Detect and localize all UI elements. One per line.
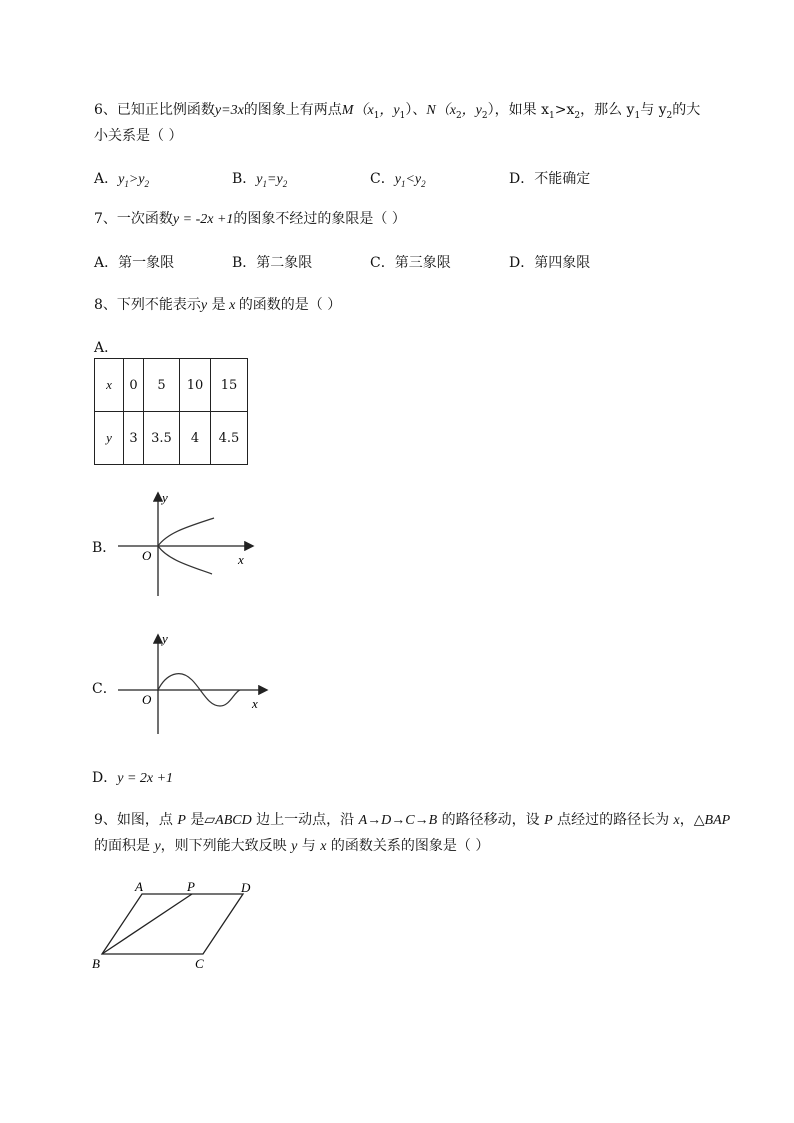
q6-mid: 的图象上有两点 [243, 102, 342, 118]
q8-mid: 是 [207, 297, 226, 313]
q6-sub: 1 [634, 110, 641, 121]
table-cell: 15 [211, 359, 248, 412]
q9-text: 点经过的路径长为 [552, 812, 674, 828]
option-op: >y [128, 172, 145, 187]
segment-bp [102, 894, 192, 954]
option-op: =y [267, 172, 283, 187]
y-axis-label: y [162, 631, 168, 646]
q6-text: 的大 [672, 102, 701, 118]
q8-option-c-label[interactable]: C． [92, 681, 117, 697]
q9-path: A→D→C→B [358, 813, 438, 828]
q6-sub: 2 [481, 110, 488, 121]
option-var: y [394, 172, 401, 187]
table-cell: 0 [124, 359, 144, 412]
option-sub: 1 [400, 178, 406, 189]
q6-sub: 2 [455, 110, 462, 121]
q9-text: 9、如图，点 [94, 812, 178, 828]
q9-parallelogram-figure [88, 876, 268, 974]
q6-sep: ，y [379, 103, 400, 118]
q8-prefix: 8、下列不能表示 [94, 297, 201, 313]
q9-text: ，则下列能大致反映 [160, 838, 292, 854]
q6-func: y=3x [214, 103, 244, 118]
q6-text: ），如果 x [487, 102, 549, 118]
q9-text: 边上一动点，沿 [251, 812, 359, 828]
q9-var: x [673, 813, 680, 828]
table-cell: 3 [124, 412, 144, 465]
q6-option-b[interactable] [232, 168, 287, 189]
q6-option-d[interactable]: D．不能确定 [509, 171, 591, 187]
q9-text: 的面积是 [94, 838, 155, 854]
q8-value-table [94, 358, 248, 465]
origin-label: O [142, 548, 152, 563]
table-row [95, 359, 248, 412]
table-cell: 4.5 [211, 412, 248, 465]
q9-text: 与 [297, 838, 321, 854]
q6-text: ）、 [405, 102, 427, 118]
q9-var: P [177, 813, 186, 828]
q6-prefix: 6、已知正比例函数 [94, 102, 215, 118]
x-axis-label: x [252, 696, 258, 711]
q8-var-x: x [225, 298, 239, 313]
x-axis-label: x [238, 552, 244, 567]
q9-var: y [291, 839, 298, 854]
parallelogram [102, 894, 243, 954]
q7-prefix: 7、一次函数 [94, 211, 173, 227]
option-var: y [256, 172, 263, 187]
q6-sub: 2 [666, 110, 673, 121]
q9-var: P [544, 813, 553, 828]
vertex-p-label: P [187, 879, 195, 894]
table-cell: 10 [180, 359, 211, 412]
table-cell: x [95, 359, 124, 412]
option-label: A． [94, 171, 119, 187]
q8-tail: 的函数的是（ ） [238, 297, 342, 313]
q6-line1 [94, 99, 700, 121]
q6-point-m: M（x [341, 103, 374, 118]
q8-option-b-label[interactable]: B． [92, 540, 117, 556]
q9-var: y [154, 839, 161, 854]
option-label: D． [92, 770, 118, 786]
q9-var: BAP [704, 813, 731, 828]
table-cell: 3.5 [144, 412, 180, 465]
q9-line2 [94, 835, 489, 855]
q8-option-a-label[interactable]: A． [94, 340, 119, 356]
vertex-c-label: C [195, 956, 204, 971]
q6-sub: 1 [399, 110, 406, 121]
q6-sub: 1 [373, 110, 380, 121]
q8-line [94, 294, 341, 314]
q7-option-d[interactable]: D．第四象限 [509, 255, 591, 271]
q6-text: >x [554, 102, 575, 118]
option-sub: 2 [282, 178, 288, 189]
q8-graph-c [110, 630, 280, 738]
q9-text: 是▱ [185, 812, 216, 828]
q7-tail: 的图象不经过的象限是（ ） [233, 211, 406, 227]
option-sub: 2 [421, 178, 426, 189]
table-cell: 4 [180, 412, 211, 465]
q6-line2: 小关系是（ ） [94, 128, 183, 144]
q9-text: 的函数关系的图象是（ ） [326, 838, 490, 854]
q6-text: 与 y [640, 102, 667, 118]
q8-var-y: y [200, 298, 208, 313]
q8-option-d[interactable] [92, 767, 173, 787]
q7-option-a[interactable]: A．第一象限 [94, 255, 175, 271]
q7-option-b[interactable]: B．第二象限 [232, 255, 313, 271]
origin-label: O [142, 692, 152, 707]
option-sub: 1 [262, 178, 268, 189]
q6-sub: 1 [548, 110, 555, 121]
q9-text: 的路径移动，设 [437, 812, 545, 828]
table-cell: 5 [144, 359, 180, 412]
option-op: <y [405, 172, 422, 187]
table-row [95, 412, 248, 465]
y-axis-label: y [162, 490, 168, 505]
option-func: y = 2x +1 [117, 771, 174, 786]
q6-point-n: N（x [426, 103, 456, 118]
q6-option-c[interactable] [370, 168, 426, 189]
q6-sub: 2 [574, 110, 581, 121]
option-var: y [118, 172, 125, 187]
vertex-b-label: B [92, 956, 100, 971]
option-label: B． [232, 171, 257, 187]
q7-option-c[interactable]: C．第三象限 [370, 255, 451, 271]
option-sub: 1 [124, 178, 129, 189]
q6-sep: ，y [461, 103, 482, 118]
table-cell: y [95, 412, 124, 465]
vertex-d-label: D [241, 880, 251, 895]
q6-text: ，那么 y [580, 102, 635, 118]
q9-text: ，△ [679, 812, 705, 828]
q7-line [94, 208, 406, 228]
vertex-a-label: A [135, 879, 143, 894]
q9-var: x [320, 839, 327, 854]
q9-var: ABCD [215, 813, 252, 828]
option-sub: 2 [144, 178, 150, 189]
q7-func: y = -2x +1 [172, 212, 234, 227]
q9-line1 [94, 809, 730, 829]
q6-option-a[interactable] [94, 168, 149, 189]
q8-graph-b [110, 488, 270, 600]
option-label: C． [370, 171, 395, 187]
